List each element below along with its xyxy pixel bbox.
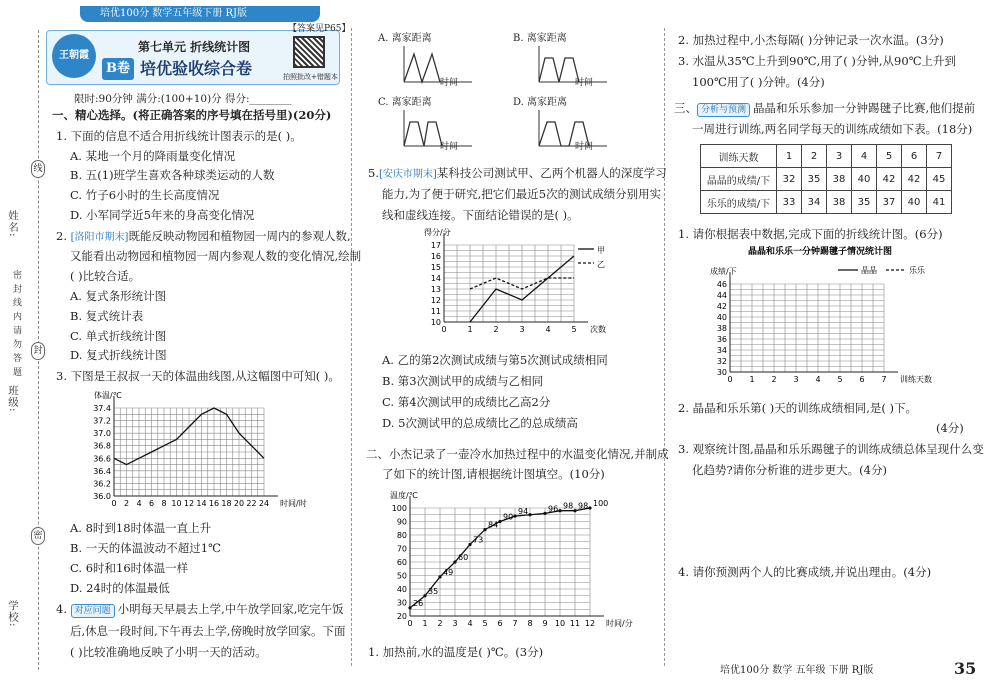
y-tick-label: 13 (430, 285, 441, 294)
x-axis-label: 次数 (590, 325, 606, 334)
q4-line1: 小明每天早晨去上学,中午放学回家,吃完午饭 (117, 602, 344, 616)
seal-notice: 密 封 线 内 请 勿 答 题 (11, 270, 21, 378)
part-3-line1: 3. 观察统计图,晶晶和乐乐踢毽子的训练成绩总体呈现什么变 (678, 442, 984, 456)
x-tick-label: 16 (208, 499, 220, 508)
y-tick-label: 46 (716, 280, 727, 289)
y-tick-label: 70 (396, 544, 407, 554)
x-tick-label: 6 (148, 499, 155, 508)
q5-option-a: A. 乙的第2次测试成绩与第5次测试成绩相同 (382, 353, 608, 367)
data-label: 49 (443, 567, 454, 577)
x-tick-label: 10 (554, 619, 566, 628)
q2-stem: 2. [洛阳市期末]既能反映动物园和植物园一周内的参观人数, (56, 229, 351, 243)
table-cell: 乐乐的成绩/下 (701, 191, 777, 214)
y-tick-label: 15 (430, 263, 441, 272)
q3-option-a: A. 8时到18时体温一直上升 (70, 521, 212, 535)
column-divider-2 (664, 28, 665, 666)
q4-stem (56, 602, 343, 618)
footer-text: 培优100分 数学 五年级 下册 RJ版 (720, 665, 874, 676)
x-tick-label: 5 (482, 619, 488, 628)
q5-option-b: B. 第3次测试甲的成绩与乙相同 (382, 374, 544, 388)
y-tick-label: 36.8 (93, 441, 111, 451)
y-tick-label: 50 (396, 571, 407, 581)
x-tick-label: 9 (542, 619, 548, 628)
q4-option-d-label: D. 离家距离 (513, 97, 568, 108)
body-temp-chart-group (93, 390, 307, 508)
q5-line3: 线和虚线连接。下面结论错误的是( )。 (382, 208, 579, 222)
section-3-line1: 晶晶和乐乐参加一分钟踢毽子比赛,他们提前 (753, 101, 976, 115)
option-c-path (404, 122, 442, 146)
data-point (513, 515, 516, 518)
y-axis-label: 体温/℃ (94, 391, 122, 400)
table-cell: 37 (877, 191, 902, 214)
y-tick-label: 44 (716, 291, 727, 300)
y-tick-label: 40 (716, 313, 727, 322)
x-tick-label: 0 (441, 325, 447, 334)
table-cell: 35 (852, 191, 877, 214)
data-label: 100 (593, 499, 609, 508)
water-temp-chart-group (390, 490, 633, 628)
section-3-line2: 一周进行训练,两名同学每天的训练成绩如下表。(18分) (692, 122, 973, 136)
robot-score-chart-group (424, 227, 606, 334)
table-row (701, 145, 952, 168)
y-tick-label: 32 (716, 357, 727, 366)
q2-line3: ( )比较合适。 (70, 269, 141, 283)
table-cell: 45 (927, 168, 952, 191)
q2-line1: 既能反映动物园和植物园一周内的参观人数, (128, 229, 351, 243)
y-axis-label: 温度/℃ (390, 491, 418, 500)
option-a-graph (398, 44, 478, 90)
option-c-graph (398, 108, 478, 154)
legend-label: 晶晶 (861, 266, 877, 275)
x-tick-label: 4 (467, 619, 473, 628)
x-tick-label: 14 (196, 499, 207, 508)
x-tick-label: 6 (859, 375, 865, 384)
q4-number: 4. (56, 602, 67, 616)
option-b-graph (533, 44, 613, 90)
q2-option-b: B. 复式统计表 (70, 309, 144, 323)
x-tick-label: 4 (545, 325, 551, 334)
y-tick-label: 17 (430, 241, 441, 250)
section-2-line2: 了如下的统计图,请根据统计图填空。(10分) (382, 467, 605, 481)
part-4: 4. 请你预测两个人的比赛成绩,并说出理由。(4分) (678, 565, 932, 579)
x-tick-label: 2 (771, 375, 777, 384)
q3-stem: 3. 下图是王叔叔一天的体温曲线图,从这幅图中可知( )。 (56, 369, 340, 383)
table-cell: 42 (877, 168, 902, 191)
section-2-line1: 二、小杰记录了一壶冷水加热过程中的水温变化情况,并制成 (366, 447, 669, 461)
chart-title: 晶晶和乐乐一分钟踢毽子情况统计图 (747, 247, 893, 257)
q5-line1: 某科技公司测试甲、乙两个机器人的深度学习 (436, 166, 667, 180)
x-tick-label: 12 (183, 499, 195, 508)
data-point (423, 594, 426, 597)
y-tick-label: 11 (430, 307, 441, 316)
part-1: 1. 请你根据表中数据,完成下面的折线统计图。(6分) (678, 227, 943, 241)
y-tick-label: 36.6 (93, 454, 111, 464)
x-tick-label: 18 (221, 499, 232, 508)
data-point (573, 509, 576, 512)
x-tick-label: 2 (437, 619, 443, 628)
q5-option-d: D. 5次测试甲的总成绩比乙的总成绩高 (382, 416, 578, 430)
data-label: 26 (413, 598, 424, 608)
x-axis-label: 时间/分 (606, 619, 633, 628)
x-tick-label: 10 (171, 499, 182, 508)
table-row (701, 191, 952, 214)
q5-stem: 5.[安庆市期末]某科技公司测试甲、乙两个机器人的深度学习 (368, 166, 667, 180)
y-axis-label: 成绩/下 (710, 267, 737, 276)
q3-option-b: B. 一天的体温波动不超过1℃ (70, 541, 221, 555)
q4-option-b-label: B. 离家距离 (513, 33, 567, 44)
section-3-tag: 分析与预测 (697, 103, 750, 117)
jianzi-chart-group (710, 245, 932, 384)
data-label: 90 (503, 512, 514, 522)
answer-ref: 【答案见P65】 (288, 24, 351, 34)
data-label: 98 (578, 501, 589, 511)
table-cell: 6 (902, 145, 927, 168)
fill-3-line2: 100℃用了( )分钟。(4分) (692, 75, 825, 89)
x-tick-label: 3 (519, 325, 525, 334)
page-number: 35 (954, 659, 977, 678)
table-cell: 33 (777, 191, 802, 214)
data-label: 96 (548, 504, 559, 514)
x-tick-label: 7 (512, 619, 518, 628)
data-point (528, 513, 531, 516)
table-cell: 38 (827, 168, 852, 191)
y-tick-label: 37.0 (93, 429, 111, 439)
seal-mark-line: 线 (31, 160, 45, 178)
y-tick-label: 100 (391, 504, 407, 513)
y-tick-label: 36.4 (93, 466, 111, 476)
y-tick-label: 12 (430, 296, 441, 305)
x-tick-label: 4 (815, 375, 821, 384)
y-tick-label: 90 (396, 517, 407, 527)
table-cell: 5 (877, 145, 902, 168)
x-tick-label: 1 (749, 375, 755, 384)
q4-line2: 后,休息一段时间,下午再去上学,傍晚时放学回家。下面 (70, 624, 346, 638)
y-tick-label: 20 (396, 612, 407, 621)
x-tick-label: 8 (161, 499, 167, 508)
badge-text: B卷 (106, 61, 130, 76)
logo-badge (52, 34, 96, 78)
y-axis-label: 得分/分 (424, 228, 451, 237)
table-cell: 34 (802, 191, 827, 214)
legend-label: 乐乐 (909, 266, 925, 275)
jianzi-chart[interactable] (700, 244, 940, 396)
data-point (498, 520, 501, 523)
column-divider-1 (351, 28, 352, 666)
data-label: 84 (488, 520, 499, 530)
unit-title: 第七单元 折线统计图 (138, 40, 251, 54)
x-axis-label: 训练天数 (900, 375, 932, 384)
top-banner-text: 培优100分 数学五年级下册 RJ版 (100, 8, 247, 19)
x-tick-label: 1 (467, 325, 473, 334)
name-label: 姓名: (7, 210, 19, 238)
q4-option-a-label: A. 离家距离 (378, 33, 432, 44)
training-table (700, 144, 952, 214)
fill-3-line1: 3. 水温从35℃上升到90℃,用了( )分钟,从90℃上升到 (678, 54, 957, 68)
q2-line2: 又能看出动物园和植物园一周内参观人数的变化情况,绘制 (70, 249, 362, 263)
q1-stem: 1. 下面的信息不适合用折线统计图表示的是( )。 (56, 129, 302, 143)
school-label: 学校: (7, 600, 19, 628)
x-tick-label: 24 (258, 499, 270, 508)
x-tick-label: 3 (793, 375, 799, 384)
q1-option-d: D. 小军同学近5年来的身高变化情况 (70, 208, 255, 222)
legend-label: 乙 (597, 260, 605, 269)
table-cell: 38 (827, 191, 852, 214)
part-3-line2: 化趋势?请你分析谁的进步更大。(4分) (692, 463, 887, 477)
table-cell: 7 (927, 145, 952, 168)
x-tick-label: 20 (233, 499, 245, 508)
table-cell: 32 (777, 168, 802, 191)
x-tick-label: 22 (246, 499, 257, 508)
q4-option-c-label: C. 离家距离 (378, 97, 432, 108)
x-tick-label: 6 (497, 619, 503, 628)
data-point (543, 512, 546, 515)
body-temp-chart (80, 386, 320, 516)
q3-option-c: C. 6时和16时体温一样 (70, 561, 189, 575)
q5-option-c: C. 第4次测试甲的成绩比乙高2分 (382, 395, 551, 409)
part-2-score: (4分) (936, 421, 964, 435)
data-point (558, 509, 561, 512)
y-tick-label: 10 (430, 318, 441, 327)
y-tick-label: 60 (396, 558, 407, 567)
section-3-number: 三、 (674, 101, 697, 115)
y-tick-label: 37.4 (93, 404, 111, 413)
data-label: 94 (518, 507, 529, 517)
water-temp-chart (378, 484, 648, 640)
x-tick-label: 2 (123, 499, 130, 508)
x-tick-label: 8 (527, 619, 533, 628)
data-label: 98 (563, 501, 574, 511)
q5-line2: 能力,为了便于研究,把它们最近5次的测试成绩分别用实 (382, 187, 662, 201)
data-label: 73 (473, 535, 484, 545)
y-tick-label: 40 (396, 585, 407, 594)
q5-tag: [安庆市期末] (378, 169, 437, 180)
y-tick-label: 42 (716, 302, 727, 311)
section-3-heading (674, 101, 975, 117)
y-tick-label: 37.2 (93, 416, 111, 426)
q1-option-c: C. 竹子6小时的生长高度情况 (70, 188, 220, 202)
table-cell: 35 (802, 168, 827, 191)
x-tick-label: 5 (837, 375, 843, 384)
table-row (701, 168, 952, 191)
q2-option-c: C. 单式折线统计图 (70, 329, 167, 343)
table-cell: 42 (902, 168, 927, 191)
x-tick-label: 11 (569, 619, 581, 628)
x-tick-label: 7 (881, 375, 887, 384)
x-tick-label: 5 (571, 325, 577, 334)
data-label: 60 (458, 553, 469, 562)
table-cell: 2 (802, 145, 827, 168)
y-tick-label: 38 (716, 324, 727, 333)
option-a-path (404, 54, 440, 82)
x-tick-label: 4 (136, 499, 142, 508)
data-point (408, 606, 411, 609)
option-b-path (539, 58, 579, 82)
x-tick-label: 0 (727, 375, 733, 384)
table-cell: 40 (902, 191, 927, 214)
table-cell: 4 (852, 145, 877, 168)
y-tick-label: 36.0 (93, 492, 111, 501)
qr-caption: 拍照批改+错题本 (283, 73, 338, 81)
option-d-xlabel: 时间 (575, 142, 594, 152)
exam-title: 培优验收综合卷 (140, 59, 253, 78)
x-tick-label: 0 (111, 499, 117, 508)
robot-score-chart (422, 226, 622, 344)
q4-tag: 对应问题 (71, 604, 115, 618)
q2-option-d: D. 复式折线统计图 (70, 348, 167, 362)
y-tick-label: 80 (396, 531, 407, 540)
option-b-xlabel: 时间 (575, 78, 594, 88)
table-cell: 3 (827, 145, 852, 168)
option-c-xlabel: 时间 (440, 142, 459, 152)
data-point (483, 528, 486, 531)
y-tick-label: 16 (430, 252, 441, 261)
data-point (588, 506, 591, 509)
section-1-heading: 一、精心选择。(将正确答案的序号填在括号里)(20分) (52, 108, 332, 122)
data-point (468, 543, 471, 546)
seal-mark-seal: 封 (31, 342, 45, 360)
x-tick-label: 0 (407, 619, 413, 628)
table-cell: 1 (777, 145, 802, 168)
class-label: 班级: (7, 385, 19, 413)
table-cell: 晶晶的成绩/下 (701, 168, 777, 191)
y-tick-label: 30 (716, 368, 727, 377)
fill-1: 1. 加热前,水的温度是( )℃。(3分) (368, 645, 544, 659)
data-point (453, 560, 456, 563)
q2-tag: [洛阳市期末] (70, 232, 129, 243)
option-a-xlabel: 时间 (440, 78, 459, 88)
x-tick-label: 1 (422, 619, 428, 628)
b-badge (102, 58, 134, 80)
fill-2: 2. 加热过程中,小杰每隔( )分钟记录一次水温。(3分) (678, 33, 944, 47)
y-tick-label: 34 (716, 346, 727, 355)
y-tick-label: 30 (396, 598, 407, 608)
x-tick-label: 12 (584, 619, 596, 628)
part-2: 2. 晶晶和乐乐第( )天的训练成绩相同,是( )下。 (678, 401, 918, 415)
table-cell: 训练天数 (701, 145, 777, 168)
qr-code[interactable] (293, 36, 325, 68)
exam-info: 限时:90分钟 满分:(100+10)分 得分:________ (74, 93, 292, 105)
q1-option-b: B. 五(1)班学生喜欢各种球类运动的人数 (70, 168, 275, 182)
y-tick-label: 36 (716, 335, 727, 344)
q4-line3: ( )比较准确地反映了小明一天的活动。 (70, 645, 267, 659)
table-cell: 41 (927, 191, 952, 214)
logo-text: 王朝霞 (59, 50, 89, 61)
data-label: 35 (428, 586, 439, 596)
q1-option-a: A. 某地一个月的降雨量变化情况 (70, 149, 236, 163)
legend-label: 甲 (597, 246, 605, 255)
x-tick-label: 2 (493, 325, 499, 334)
y-tick-label: 36.2 (93, 479, 111, 489)
option-d-graph (533, 108, 613, 154)
table-cell: 40 (852, 168, 877, 191)
data-point (438, 575, 441, 578)
x-axis-label: 时间/时 (280, 499, 307, 508)
seal-mark-secret: 密 (31, 527, 45, 545)
y-tick-label: 14 (430, 274, 441, 283)
q3-option-d: D. 24时的体温最低 (70, 581, 170, 595)
q2-option-a: A. 复式条形统计图 (70, 289, 167, 303)
x-tick-label: 3 (452, 619, 458, 628)
